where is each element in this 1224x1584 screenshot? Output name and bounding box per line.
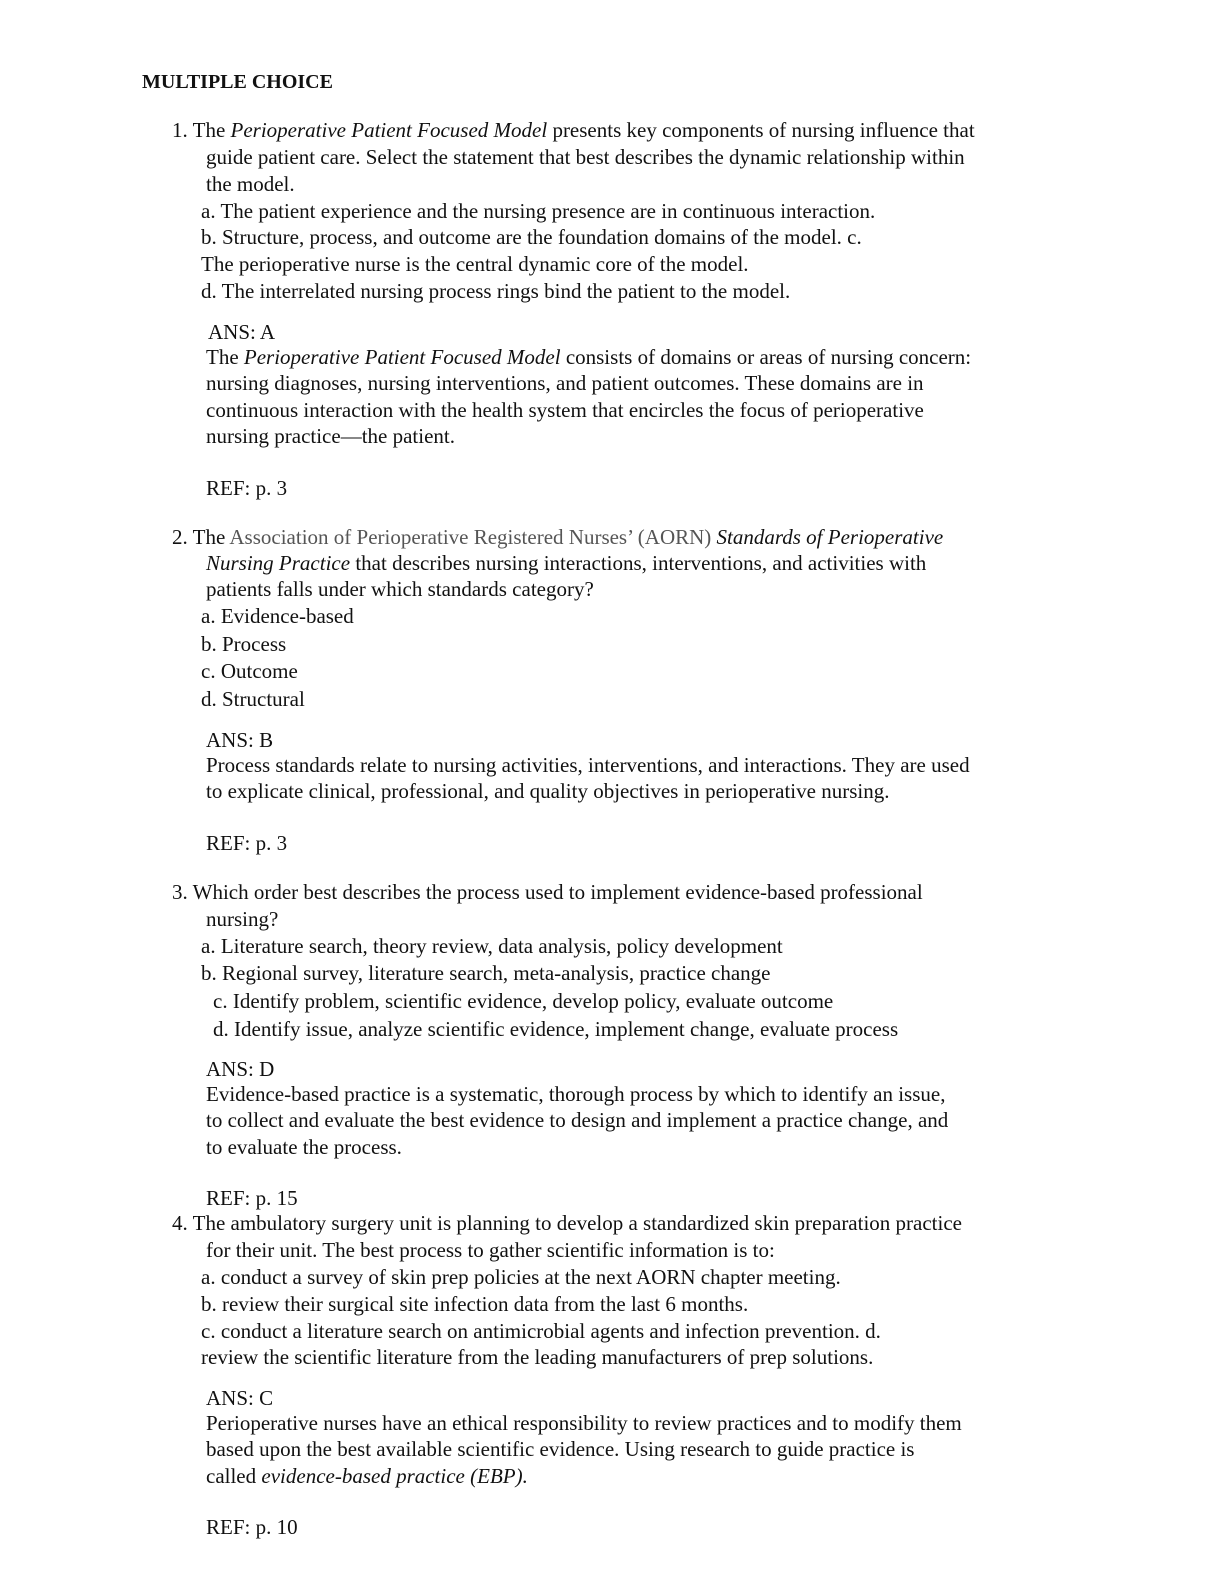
question-1-stem-line-3: the model. [206,172,295,196]
question-1-option-b: b. Structure, process, and outcome are the foundation domains of the model. c. [201,225,862,249]
question-3-option-a: a. Literature search, theory review, data analysis, policy development [201,934,783,958]
question-4-rationale-line-3: called evidence-based practice (EBP). [206,1464,528,1488]
question-1-option-a: a. The patient experience and the nursing presence are in continuous interaction. [201,199,876,223]
question-4-option-b: b. review their surgical site infection data from the last 6 months. [201,1292,749,1316]
question-3-option-b: b. Regional survey, literature search, meta-analysis, practice change [201,961,771,985]
question-3-rationale-line-2: to collect and evaluate the best evidence to design and implement a practice change, and [206,1108,949,1132]
question-2-answer: ANS: B [206,728,274,752]
section-heading: MULTIPLE CHOICE [142,71,333,93]
question-1-rationale-line-3: continuous interaction with the health system that encircles the focus of perioperative [206,398,924,422]
question-1-rationale-line-4: nursing practice—the patient. [206,424,455,448]
question-2-reference: REF: p. 3 [206,831,288,855]
question-3-rationale-line-3: to evaluate the process. [206,1135,402,1159]
question-3-answer: ANS: D [206,1057,275,1081]
question-2-stem-line-2: Nursing Practice that describes nursing interactions, interventions, and activities with [206,551,927,575]
question-2-stem-line-1: 2. The Association of Perioperative Registered Nurses’ (AORN) Standards of Perioperative [172,525,944,549]
question-2-option-a: a. Evidence-based [201,604,354,628]
question-2-option-c: c. Outcome [201,659,298,683]
question-4-rationale-line-1: Perioperative nurses have an ethical responsibility to review practices and to modify them [206,1411,962,1435]
question-2-option-b: b. Process [201,632,287,656]
question-4-option-d: review the scientific literature from the leading manufacturers of prep solutions. [201,1345,874,1369]
question-1-rationale-line-1: The Perioperative Patient Focused Model consists of domains or areas of nursing concern: [206,345,972,369]
question-3-option-d: d. Identify issue, analyze scientific evidence, implement change, evaluate process [213,1017,899,1041]
question-1-model-title: Perioperative Patient Focused Model [230,118,548,142]
question-3-option-c: c. Identify problem, scientific evidence, develop policy, evaluate outcome [213,989,834,1013]
question-4-stem-line-1: 4. The ambulatory surgery unit is planning to develop a standardized skin preparation practice [172,1211,962,1235]
question-1-answer: ANS: A [208,320,276,344]
question-4-option-a: a. conduct a survey of skin prep policies at the next AORN chapter meeting. [201,1265,841,1289]
question-3-stem-line-1: 3. Which order best describes the process used to implement evidence-based professional [172,880,923,904]
question-2-stem-line-3: patients falls under which standards category? [206,577,594,601]
question-1-stem-line-1: 1. The Perioperative Patient Focused Model presents key components of nursing influence that [172,118,975,142]
question-1-stem-line-2: guide patient care. Select the statement that best describes the dynamic relationship within [206,145,965,169]
question-1-number: 1. The [172,118,226,142]
question-3-stem-line-2: nursing? [206,907,279,931]
question-1-rationale-line-2: nursing diagnoses, nursing interventions, and patient outcomes. These domains are in [206,371,924,395]
question-1-reference: REF: p. 3 [206,476,288,500]
question-2-number: 2. The [172,525,226,549]
question-3-rationale-line-1: Evidence-based practice is a systematic, thorough process by which to identify an issue, [206,1082,946,1106]
question-3-reference: REF: p. 15 [206,1186,298,1210]
question-2-rationale-line-1: Process standards relate to nursing activities, interventions, and interactions. They are used [206,753,970,777]
question-4-option-c: c. conduct a literature search on antimicrobial agents and infection prevention. d. [201,1319,881,1343]
question-1-option-c: The perioperative nurse is the central dynamic core of the model. [201,252,749,276]
question-4-stem-line-2: for their unit. The best process to gather scientific information is to: [206,1238,775,1262]
question-4-answer: ANS: C [206,1386,274,1410]
question-4-reference: REF: p. 10 [206,1515,298,1539]
question-2-rationale-line-2: to explicate clinical, professional, and quality objectives in perioperative nursing. [206,779,890,803]
question-2-option-d: d. Structural [201,687,305,711]
question-2-organization: Association of Perioperative Registered Nurses’ (AORN) [229,525,712,549]
question-4-rationale-line-2: based upon the best available scientific evidence. Using research to guide practice is [206,1437,915,1461]
question-1-option-d: d. The interrelated nursing process rings bind the patient to the model. [201,279,791,303]
